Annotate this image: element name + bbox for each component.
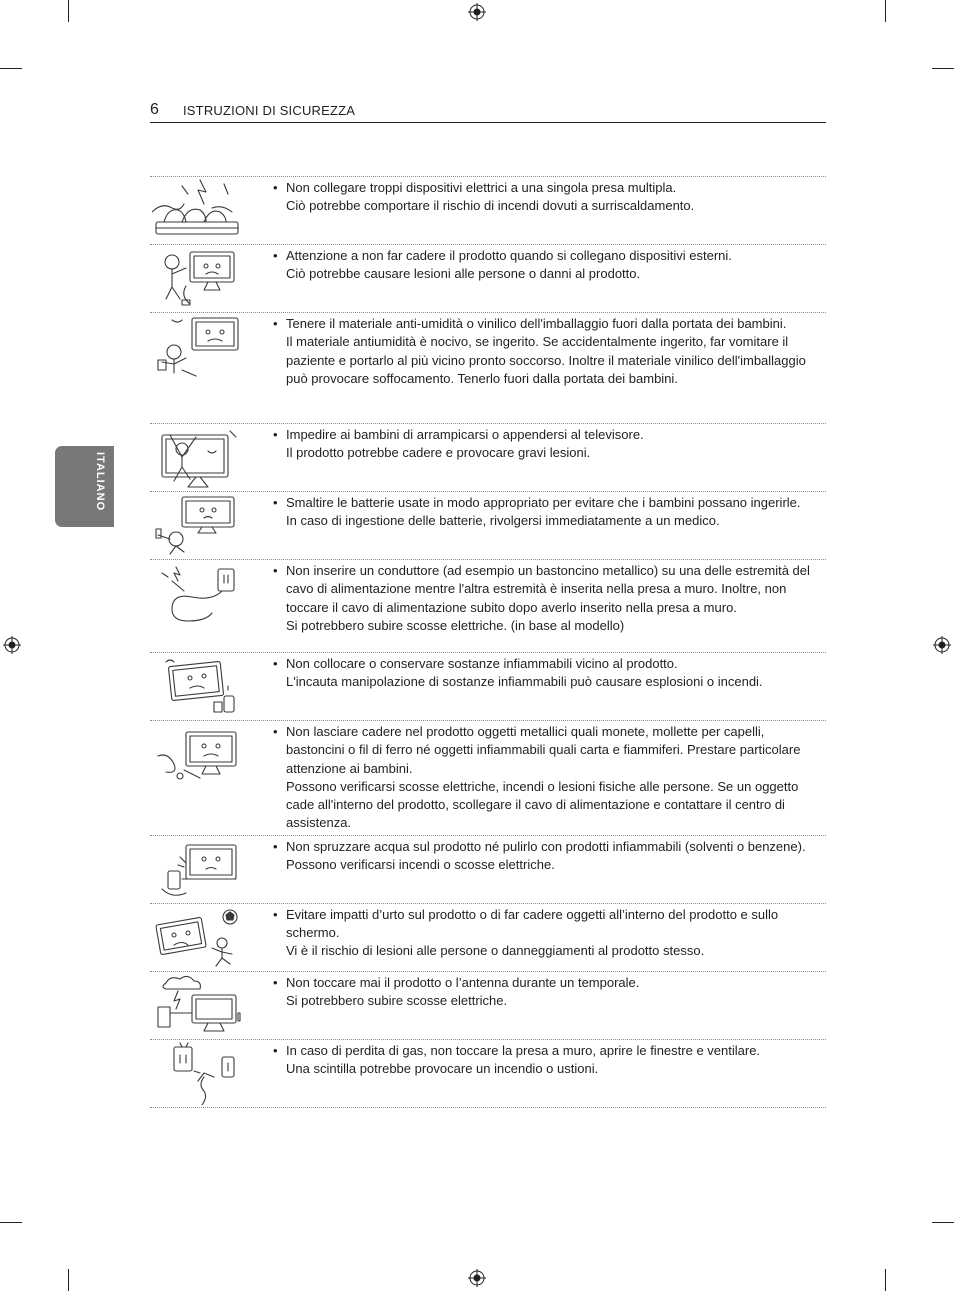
water-spray-icon <box>152 837 242 901</box>
safety-item-text: • Tenere il materiale anti-umidità o vinilico dell'imballaggio fuori dalla portata dei bambini. Il materiale antiumidità è nocivo, se ingerito. Se accidentalmente ingerito, far vomitare il paziente e portarlo al più vicino pronto soccorso. Inoltre il materiale vinilico dell'imballaggio può provocare soffocamento. Tenerlo fuori dalla portata dei bambini. <box>273 313 826 390</box>
section-title: ISTRUZIONI DI SICUREZZA <box>183 103 356 118</box>
safety-item-text: • Non lasciare cadere nel prodotto oggetti metallici quali monete, mollette per capelli, bastoncini o fil di ferro né oggetti infiammabili quali carta e fiammiferi. Prestare particolare attenzione ai bambini. Possono verificarsi scosse elettriche, incendi o lesioni fisiche alle persone. Se un oggetto cade all'interno del prodotto, scollegare il cavo di alimentazione e contattare il centro di assistenza. <box>273 721 826 835</box>
safety-item <box>150 424 826 492</box>
safety-item <box>150 1040 826 1108</box>
safety-item-text: • Non collegare troppi dispositivi elettrici a una singola presa multipla. Ciò potrebbe comportare il rischio di incendi dovuti a surriscaldamento. <box>273 177 826 218</box>
safety-item-text: • Non inserire un conduttore (ad esempio un bastoncino metallico) su una delle estremità del cavo di alimentazione mentre l'altra estremità è inserita nella presa a muro. Inoltre, non toccare il cavo di alimentazione subito dopo averlo inserito nella presa a muro. Si potrebbero subire scosse elettriche. (in base al modello) <box>273 560 826 637</box>
safety-item <box>150 653 826 721</box>
crop-mark <box>0 68 22 69</box>
crop-mark <box>68 0 69 22</box>
plug-electric-shock-icon <box>152 561 242 625</box>
crop-mark <box>0 1222 22 1223</box>
power-strip-overload-icon <box>152 178 242 242</box>
crop-mark <box>932 68 954 69</box>
safety-item <box>150 245 826 313</box>
ball-impact-icon <box>152 905 242 969</box>
safety-instructions-list <box>150 176 826 1108</box>
registration-mark-icon <box>933 636 951 654</box>
language-tab-label: ITALIANO <box>94 452 106 512</box>
safety-item-text: • Smaltire le batterie usate in modo appropriato per evitare che i bambini possano ingerirle. In caso di ingestione delle batterie, rivolgersi immediatamente a un medico. <box>273 492 826 533</box>
safety-item-text: • Attenzione a non far cadere il prodotto quando si collegano dispositivi esterni. Ciò potrebbe causare lesioni alle persone o danni al prodotto. <box>273 245 826 286</box>
safety-item-text: • Non collocare o conservare sostanze infiammabili vicino al prodotto. L'incauta manipolazione di sostanze infiammabili può causare esplosioni o incendi. <box>273 653 826 694</box>
flammable-spray-icon <box>152 654 242 718</box>
safety-item <box>150 721 826 836</box>
crop-mark <box>68 1269 69 1291</box>
crop-mark <box>932 1222 954 1223</box>
registration-mark-icon <box>468 3 486 21</box>
child-climbing-tv-icon <box>152 425 242 489</box>
safety-item <box>150 972 826 1040</box>
safety-item <box>150 836 826 904</box>
safety-item-text: • Impedire ai bambini di arrampicarsi o appendersi al televisore. Il prodotto potrebbe cadere e provocare gravi lesioni. <box>273 424 826 465</box>
child-pulling-tv-icon <box>152 246 242 310</box>
crop-mark <box>885 1269 886 1291</box>
safety-item <box>150 560 826 653</box>
safety-item <box>150 313 826 424</box>
safety-item-text: • Non toccare mai il prodotto o l’antenna durante un temporale. Si potrebbero subire scosse elettriche. <box>273 972 826 1013</box>
registration-mark-icon <box>3 636 21 654</box>
safety-item-text: • In caso di perdita di gas, non toccare la presa a muro, aprire le finestre e ventilare. Una scintilla potrebbe provocare un incendio o ustioni. <box>273 1040 826 1081</box>
gas-leak-icon <box>152 1041 242 1105</box>
registration-mark-icon <box>468 1269 486 1287</box>
safety-item <box>150 177 826 245</box>
safety-item <box>150 492 826 560</box>
safety-item <box>150 904 826 972</box>
page-number: 6 <box>150 101 159 118</box>
safety-item-text: • Evitare impatti d’urto sul prodotto o di far cadere oggetti all’interno del prodotto e sullo schermo. Vi è il rischio di lesioni alle persone o danneggiamenti al prodotto stesso. <box>273 904 826 963</box>
metal-objects-icon <box>152 722 242 786</box>
page-header <box>150 100 826 123</box>
child-swallowing-battery-icon <box>152 493 242 557</box>
crop-mark <box>885 0 886 22</box>
language-tab <box>55 446 114 527</box>
safety-item-text: • Non spruzzare acqua sul prodotto né pulirlo con prodotti infiammabili (solventi o benzene). Possono verificarsi incendi o scosse elettriche. <box>273 836 826 877</box>
thunderstorm-icon <box>152 973 242 1037</box>
child-with-packaging-icon <box>152 314 242 378</box>
